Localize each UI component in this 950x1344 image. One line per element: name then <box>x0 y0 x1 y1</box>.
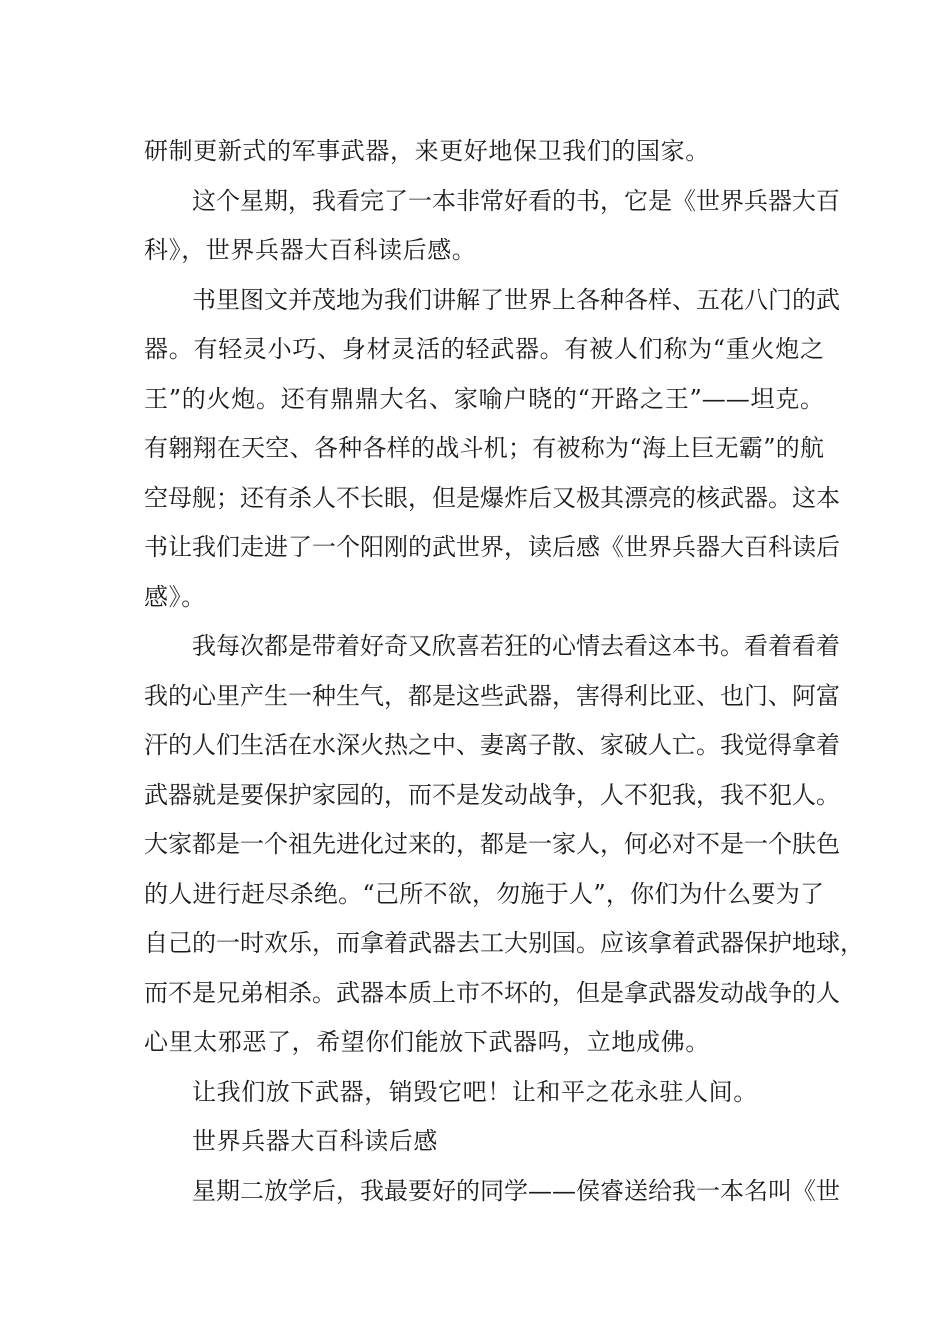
text-line: 而不是兄弟相杀。武器本质上市不坏的，但是拿武器发动战争的人 <box>144 978 840 1007</box>
paragraph-start-line: 让我们放下武器，销毁它吧！让和平之花永驻人间。 <box>192 1077 758 1106</box>
text-line: 大家都是一个祖先进化过来的，都是一家人，何必对不是一个肤色 <box>144 830 840 858</box>
paragraph-start-line: 这个星期，我看完了一本非常好看的书，它是《世界兵器大百 <box>192 186 840 215</box>
text-line: 感》。 <box>144 582 206 611</box>
text-line: 研制更新式的军事武器，来更好地保卫我们的国家。 <box>144 137 710 165</box>
text-line: 有翱翔在天空、各种各样的战斗机；有被称为“海上巨无霸”的航 <box>144 434 824 462</box>
paragraph-start-line: 星期二放学后，我最要好的同学——侯睿送给我一本名叫《世 <box>192 1176 840 1205</box>
text-line: 我的心里产生一种生气，都是这些武器，害得利比亚、也门、阿富 <box>144 681 840 710</box>
text-line: 武器就是要保护家园的，而不是发动战争，人不犯我，我不犯人。 <box>144 780 840 809</box>
text-line: 汗的人们生活在水深火热之中、妻离子散、家破人亡。我觉得拿着 <box>144 731 840 759</box>
text-line: 空母舰；还有杀人不长眼，但是爆炸后又极其漂亮的核武器。这本 <box>144 483 840 512</box>
text-line: 王”的火炮。还有鼎鼎大名、家喻户晓的“开路之王”——坦克。 <box>144 384 824 413</box>
text-line: 书让我们走进了一个阳刚的武世界，读后感《世界兵器大百科读后 <box>144 533 840 561</box>
text-line: 自己的一时欢乐，而拿着武器去工大别国。应该拿着武器保护地球， <box>144 929 864 957</box>
text-line: 器。有轻灵小巧、身材灵活的轻武器。有被人们称为“重火炮之 <box>144 335 824 363</box>
text-line: 心里太邪恶了，希望你们能放下武器吗，立地成佛。 <box>144 1028 710 1056</box>
text-line: 科》，世界兵器大百科读后感。 <box>144 236 477 264</box>
section-title: 世界兵器大百科读后感 <box>192 1127 438 1155</box>
text-line: 的人进行赶尽杀绝。“己所不欲，勿施于人”，你们为什么要为了 <box>144 879 824 908</box>
document-body <box>144 127 864 1216</box>
paragraph-start-line: 书里图文并茂地为我们讲解了世界上各种各样、五花八门的武 <box>192 285 840 314</box>
paragraph-start-line: 我每次都是带着好奇又欣喜若狂的心情去看这本书。看着看着 <box>192 632 840 660</box>
